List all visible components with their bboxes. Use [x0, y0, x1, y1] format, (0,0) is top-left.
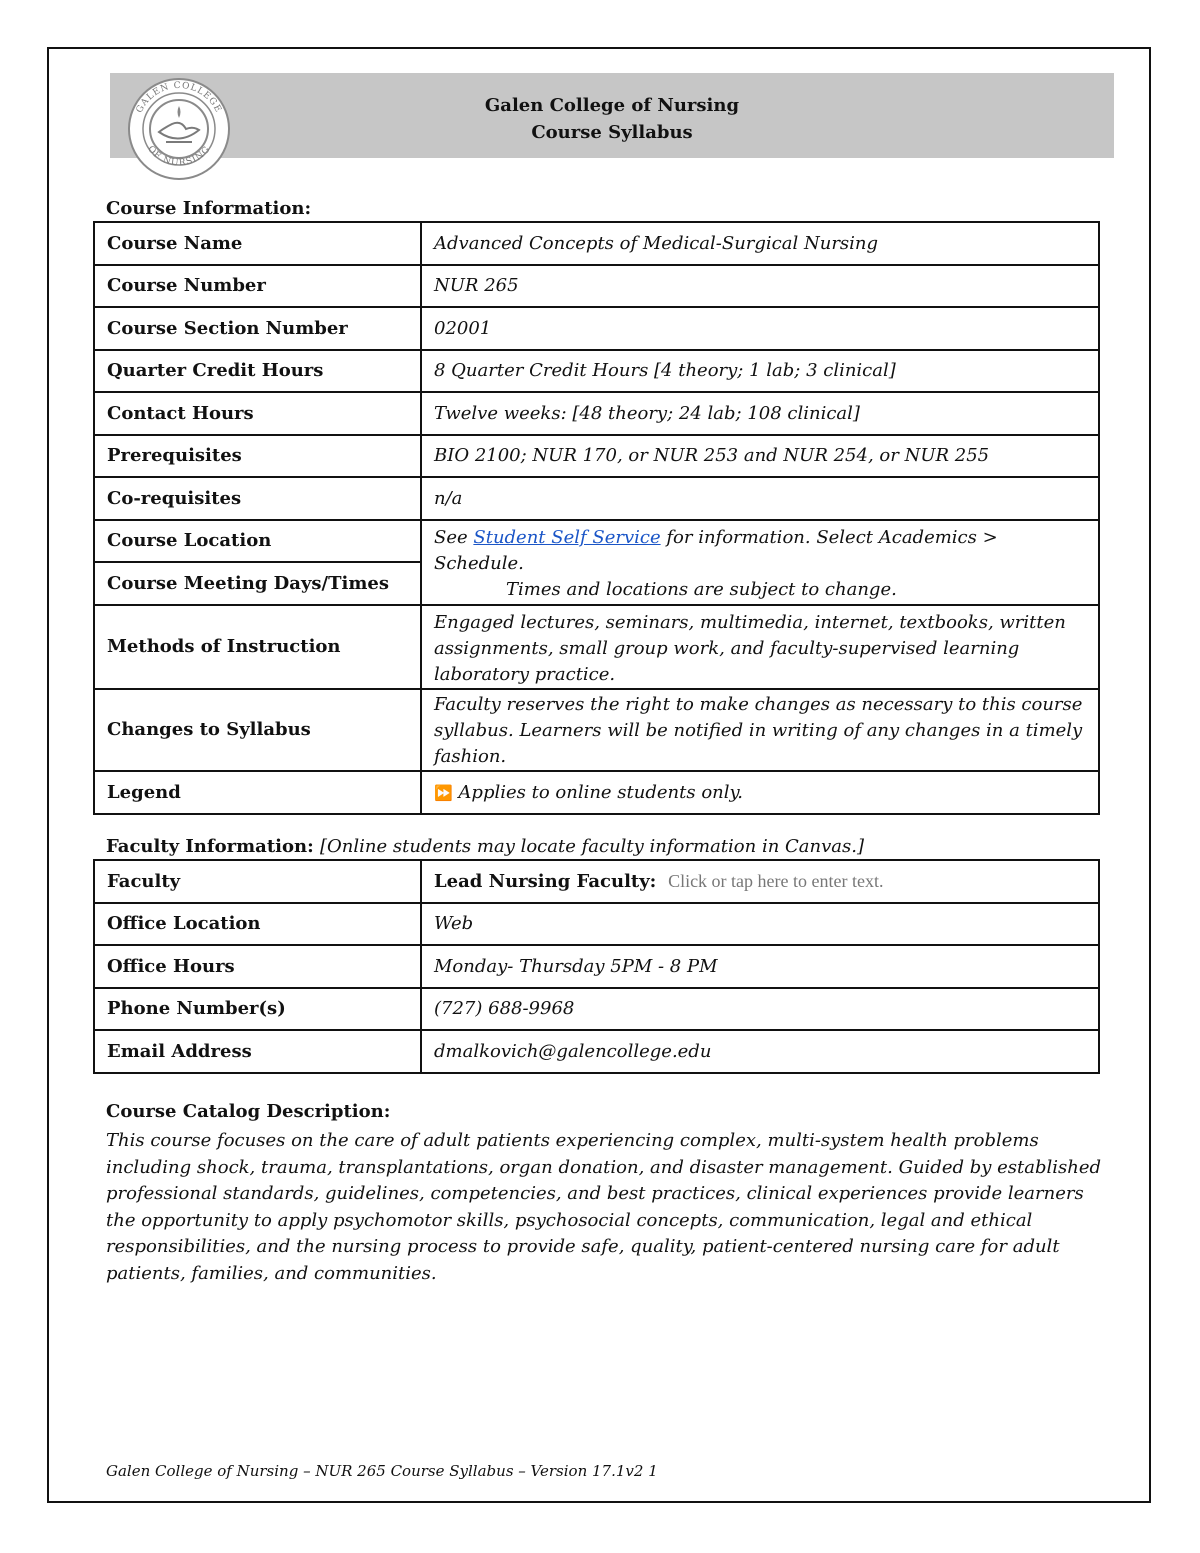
table-row	[94, 988, 1099, 1030]
location-line	[434, 525, 1088, 577]
methods-value: Engaged lectures, seminars, multimedia, internet, textbooks, written assignments, small group work, and faculty-supervised learning laboratory practice.	[421, 605, 1099, 689]
table-row	[94, 435, 1099, 477]
row-label: Quarter Credit Hours	[94, 350, 421, 392]
row-label: Email Address	[94, 1030, 421, 1073]
fast-forward-icon: ⏩	[434, 783, 453, 802]
row-value: 02001	[421, 307, 1099, 350]
row-value: n/a	[421, 477, 1099, 520]
table-row	[94, 771, 1099, 814]
course-meeting-label: Course Meeting Days/Times	[94, 562, 421, 605]
table-row	[94, 265, 1099, 307]
legend-text: Applies to online students only.	[458, 781, 744, 803]
row-label: Office Location	[94, 903, 421, 945]
table-row	[94, 903, 1099, 945]
course-info-heading: Course Information:	[106, 198, 312, 219]
student-self-service-link[interactable]: Student Self Service	[473, 527, 661, 548]
faculty-heading-label: Faculty Information:	[106, 836, 314, 857]
changes-label: Changes to Syllabus	[94, 689, 421, 771]
row-value: NUR 265	[421, 265, 1099, 307]
header-title	[110, 92, 1114, 146]
location-prefix: See	[434, 527, 468, 548]
row-value: (727) 688-9968	[421, 988, 1099, 1030]
table-row	[94, 945, 1099, 988]
svg-text:OF NURSING: OF NURSING	[145, 144, 213, 169]
row-value: 8 Quarter Credit Hours [4 theory; 1 lab; 3 clinical]	[421, 350, 1099, 392]
legend-label: Legend	[94, 771, 421, 814]
legend-value	[421, 771, 1099, 814]
institution-name: Galen College of Nursing	[484, 95, 740, 116]
faculty-label: Faculty	[94, 860, 421, 903]
row-value: Advanced Concepts of Medical-Surgical Nursing	[421, 222, 1099, 265]
row-value: Web	[421, 903, 1099, 945]
row-label: Prerequisites	[94, 435, 421, 477]
course-info-table	[93, 221, 1100, 815]
table-row	[94, 350, 1099, 392]
course-location-label: Course Location	[94, 520, 421, 562]
table-row	[94, 689, 1099, 771]
row-value: Twelve weeks: [48 theory; 24 lab; 108 clinical]	[421, 392, 1099, 435]
row-label: Co-requisites	[94, 477, 421, 520]
table-row	[94, 520, 1099, 562]
methods-label: Methods of Instruction	[94, 605, 421, 689]
table-row	[94, 605, 1099, 689]
faculty-name-field[interactable]: Click or tap here to enter text.	[668, 871, 884, 891]
changes-value: Faculty reserves the right to make changes as necessary to this course syllabus. Learners will be notified in writing of any changes in a timely fashion.	[421, 689, 1099, 771]
location-suffix: for information. Select Academics > Schedule.	[434, 527, 998, 574]
page-footer: Galen College of Nursing – NUR 265 Course Syllabus – Version 17.1v2 1	[106, 1462, 658, 1480]
table-row	[94, 392, 1099, 435]
row-label: Phone Number(s)	[94, 988, 421, 1030]
catalog-heading: Course Catalog Description:	[106, 1101, 391, 1122]
svg-text:GALEN COLLEGE: GALEN COLLEGE	[134, 80, 224, 115]
course-location-value	[421, 520, 1099, 605]
row-label: Course Name	[94, 222, 421, 265]
catalog-description: This course focuses on the care of adult patients experiencing complex, multi-system health problems including shock, trauma, transplantations, organ donation, and disaster management. Guided by established professional standards, guidelines, competencies, and best practices, clinical experiences provide learners the opportunity to apply psychomotor skills, psychosocial concepts, communication, legal and ethical responsibilities, and the nursing process to provide safe, quality, patient-centered nursing care for adult patients, families, and communities.	[106, 1130, 1102, 1284]
faculty-value	[421, 860, 1099, 903]
row-value: BIO 2100; NUR 170, or NUR 253 and NUR 254, or NUR 255	[421, 435, 1099, 477]
row-label: Course Number	[94, 265, 421, 307]
faculty-info-table	[93, 859, 1100, 1074]
table-row	[94, 222, 1099, 265]
faculty-info-heading	[106, 836, 864, 857]
row-label: Office Hours	[94, 945, 421, 988]
row-label: Contact Hours	[94, 392, 421, 435]
faculty-heading-note: [Online students may locate faculty information in Canvas.]	[320, 836, 864, 857]
table-row	[94, 307, 1099, 350]
lead-faculty-label: Lead Nursing Faculty:	[434, 871, 657, 892]
table-row	[94, 860, 1099, 903]
row-value: Monday- Thursday 5PM - 8 PM	[421, 945, 1099, 988]
document-title: Course Syllabus	[531, 122, 693, 143]
table-row	[94, 1030, 1099, 1073]
row-label: Course Section Number	[94, 307, 421, 350]
table-row	[94, 477, 1099, 520]
location-note: Times and locations are subject to change.	[506, 579, 897, 600]
row-value: dmalkovich@galencollege.edu	[421, 1030, 1099, 1073]
